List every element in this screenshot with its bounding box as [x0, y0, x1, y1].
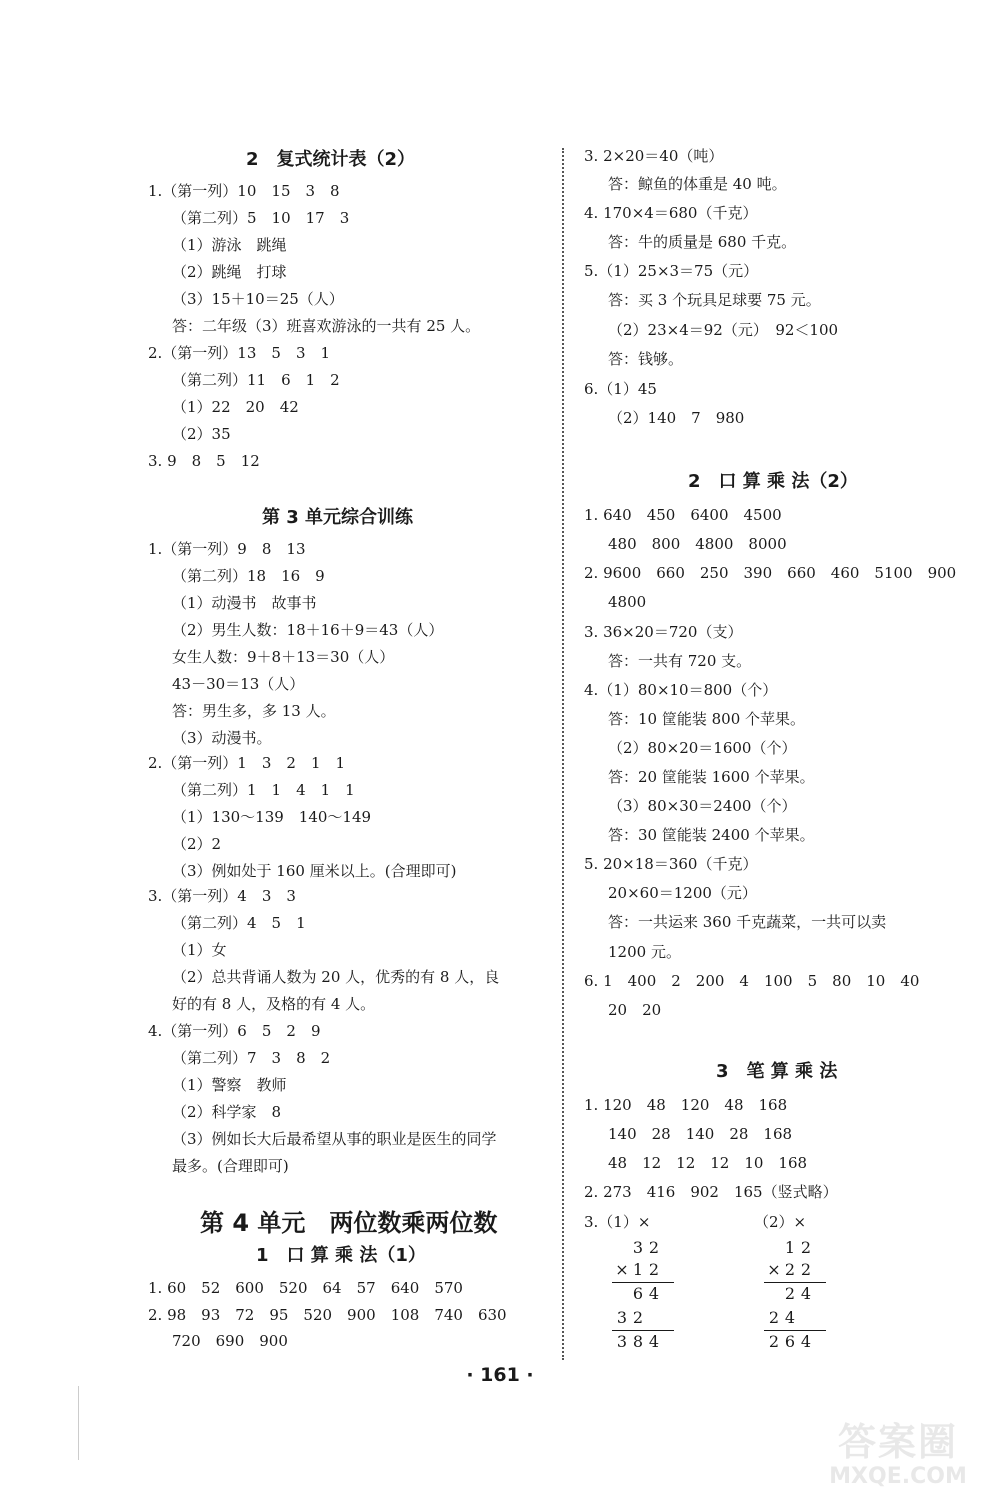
answer-line: 答：钱够。: [608, 350, 684, 368]
digit: 2: [784, 1260, 796, 1279]
answer-line: （2）男生人数：18＋16＋9＝43（人）: [172, 621, 444, 639]
answer-line: 2. 98 93 72 95 520 900 108 740 630: [148, 1306, 507, 1324]
answer-line: （2）80×20＝1600（个）: [608, 739, 797, 757]
answer-line: 4.（1）80×10＝800（个）: [584, 681, 778, 699]
answer-line: 3. 36×20＝720（支）: [584, 623, 743, 641]
answer-line: 20×60＝1200（元）: [608, 884, 757, 902]
answer-line: 2. 273 416 902 165（竖式略）: [584, 1183, 838, 1201]
answer-line: 43－30＝13（人）: [172, 675, 305, 693]
answer-line: 48 12 12 12 10 168: [608, 1154, 808, 1172]
answer-line: 好的有 8 人，及格的有 4 人。: [172, 995, 376, 1013]
answer-line: 答：一共运来 360 千克蔬菜，一共可以卖: [608, 913, 887, 931]
section-title-kousuan-1: 1 口 算 乘 法（1）: [256, 1245, 426, 1266]
digit: 3: [616, 1332, 628, 1351]
answer-line: （第二列）11 6 1 2: [172, 371, 340, 389]
digit: 4: [800, 1332, 812, 1351]
answer-line: （1）警察 教师: [172, 1076, 287, 1094]
answer-line: 3.（1）×: [584, 1213, 651, 1231]
answer-line: 5. 20×18＝360（千克）: [584, 855, 758, 873]
calc-rule: [612, 1282, 674, 1283]
calc-rule: [764, 1282, 826, 1283]
answer-line: （3）动漫书。: [172, 729, 272, 747]
digit: 2: [784, 1284, 796, 1303]
calc-rule: [764, 1330, 826, 1331]
answer-line: 720 690 900: [172, 1332, 288, 1350]
digit: 3: [616, 1308, 628, 1327]
answer-line: 最多。(合理即可): [172, 1157, 289, 1175]
answer-line: （2）140 7 980: [608, 409, 745, 427]
answer-line: （1）130～139 140～149: [172, 808, 372, 826]
answer-line: 答：买 3 个玩具足球要 75 元。: [608, 291, 821, 309]
answer-line: 1.（第一列）10 15 3 8: [148, 182, 340, 200]
answer-line: 3. 2×20＝40（吨）: [584, 147, 724, 165]
digit: 3: [632, 1238, 644, 1257]
answer-line: （1）女: [172, 941, 227, 959]
answer-line: 480 800 4800 8000: [608, 535, 787, 553]
digit: 2: [800, 1238, 812, 1257]
answer-line: 1200 元。: [608, 943, 681, 961]
digit: 2: [632, 1308, 644, 1327]
answer-line: （2）总共背诵人数为 20 人，优秀的有 8 人，良: [172, 968, 500, 986]
watermark-site-text: MXQE.COM: [829, 1464, 967, 1489]
answer-line: 1. 640 450 6400 4500: [584, 506, 782, 524]
answer-line: （1）22 20 42: [172, 398, 299, 416]
answer-line: 20 20: [608, 1001, 662, 1019]
digit: 2: [648, 1238, 660, 1257]
answer-line: （3）例如处于 160 厘米以上。(合理即可): [172, 862, 457, 880]
answer-line: 1. 120 48 120 48 168: [584, 1096, 788, 1114]
answer-line: 女生人数：9＋8＋13＝30（人）: [172, 648, 395, 666]
answer-line: 2.（第一列）1 3 2 1 1: [148, 754, 346, 772]
answer-line: （2）23×4＝92（元） 92＜100: [608, 321, 839, 339]
answer-line: 4. 170×4＝680（千克）: [584, 204, 758, 222]
answer-line: 答：二年级（3）班喜欢游泳的一共有 25 人。: [172, 317, 481, 335]
answer-line: 3.（第一列）4 3 3: [148, 887, 296, 905]
digit: 4: [648, 1332, 660, 1351]
digit: 6: [632, 1284, 644, 1303]
answer-line: （3）15＋10＝25（人）: [172, 290, 344, 308]
section-title-bisuan: 3 笔 算 乘 法: [716, 1061, 838, 1082]
digit: 1: [784, 1238, 796, 1257]
answer-line: 4800: [608, 593, 647, 611]
page-number: · 161 ·: [466, 1364, 534, 1386]
answer-line: 答：男生多，多 13 人。: [172, 702, 336, 720]
answer-line: （第二列）18 16 9: [172, 567, 325, 585]
watermark-logo: [800, 1420, 996, 1490]
answer-line: （第二列）7 3 8 2: [172, 1049, 331, 1067]
answer-line: （3）例如长大后最希望从事的职业是医生的同学: [172, 1130, 497, 1148]
answer-line: 2. 9600 660 250 390 660 460 5100 900: [584, 564, 957, 582]
answer-line: 140 28 140 28 168: [608, 1125, 793, 1143]
vertical-calculation-1: [608, 1238, 678, 1358]
answer-line: 3. 9 8 5 12: [148, 452, 260, 470]
answer-line: 6.（1）45: [584, 380, 657, 398]
watermark-logo-text: 答案圈: [837, 1420, 958, 1464]
answer-line: （3）80×30＝2400（个）: [608, 797, 797, 815]
answer-line: 答：一共有 720 支。: [608, 652, 752, 670]
digit: 2: [768, 1332, 780, 1351]
answer-line: 4.（第一列）6 5 2 9: [148, 1022, 321, 1040]
answer-line: （第二列）1 1 4 1 1: [172, 781, 355, 799]
calc-rule: [612, 1330, 674, 1331]
answer-line: 答：30 筐能装 2400 个苹果。: [608, 826, 815, 844]
times-sign: ×: [767, 1260, 781, 1279]
digit: 2: [768, 1308, 780, 1327]
section-title-fushi-tongji: 2 复式统计表（2）: [246, 149, 416, 170]
digit: 4: [648, 1284, 660, 1303]
vertical-calculation-2: [760, 1238, 830, 1358]
answer-line: （2）跳绳 打球: [172, 263, 287, 281]
answer-line: 1. 60 52 600 520 64 57 640 570: [148, 1279, 463, 1297]
digit: 1: [632, 1260, 644, 1279]
digit: 2: [648, 1260, 660, 1279]
answer-line: 1.（第一列）9 8 13: [148, 540, 306, 558]
answer-line: （2）2: [172, 835, 222, 853]
section-title-kousuan-2: 2 口 算 乘 法（2）: [688, 471, 858, 492]
answer-line: 答：20 筐能装 1600 个苹果。: [608, 768, 815, 786]
times-sign: ×: [615, 1260, 629, 1279]
digit: 4: [784, 1308, 796, 1327]
section-title-unit3-review: 第 3 单元综合训练: [262, 507, 414, 528]
answer-line: 答：牛的质量是 680 千克。: [608, 233, 797, 251]
answer-line: （2）×: [754, 1213, 807, 1231]
digit: 4: [800, 1284, 812, 1303]
answer-line: （2）35: [172, 425, 231, 443]
digit: 2: [800, 1260, 812, 1279]
digit: 8: [632, 1332, 644, 1351]
answer-line: （2）科学家 8: [172, 1103, 282, 1121]
answer-line: （第二列）5 10 17 3: [172, 209, 350, 227]
digit: 6: [784, 1332, 796, 1351]
answer-line: 答：鲸鱼的体重是 40 吨。: [608, 175, 787, 193]
answer-line: 2.（第一列）13 5 3 1: [148, 344, 331, 362]
answer-line: 答：10 筐能装 800 个苹果。: [608, 710, 806, 728]
answer-line: 6. 1 400 2 200 4 100 5 80 10 40: [584, 972, 920, 990]
answer-line: （第二列）4 5 1: [172, 914, 306, 932]
scan-mark: [78, 1386, 79, 1460]
unit-title: 第 4 单元 两位数乘两位数: [200, 1209, 498, 1237]
answer-line: （1）动漫书 故事书: [172, 594, 317, 612]
column-divider: [562, 148, 564, 1360]
answer-line: （1）游泳 跳绳: [172, 236, 287, 254]
answer-line: 5.（1）25×3＝75（元）: [584, 262, 759, 280]
